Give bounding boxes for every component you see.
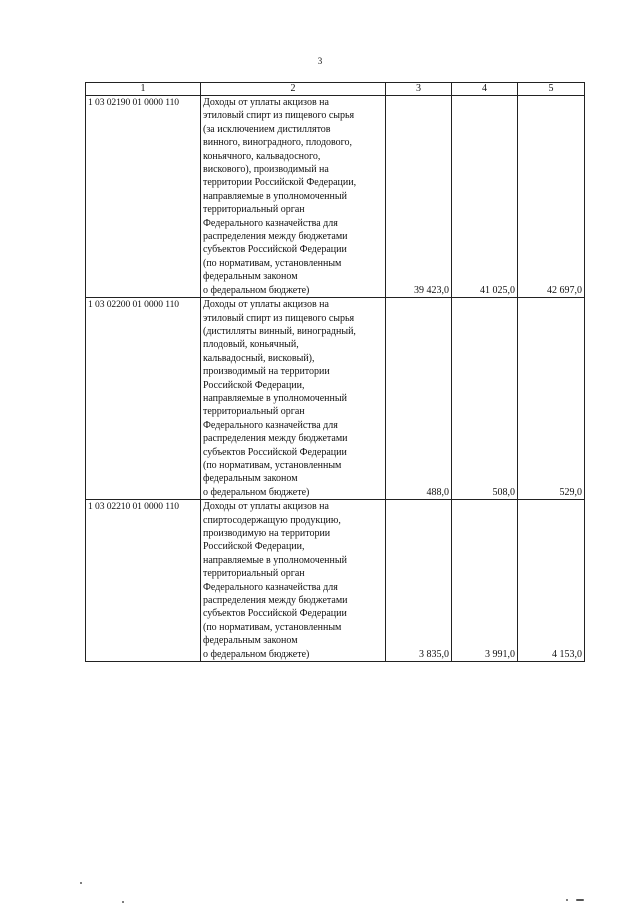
table-row [86,298,585,500]
description-line: территориальный орган [203,406,305,418]
row-value-col3: 39 423,0 [386,96,452,298]
description-line: плодовый, коньячный, [203,339,299,351]
description-line: Доходы от уплаты акцизов на [203,501,329,513]
description-line: винного, виноградного, плодового, [203,137,353,149]
description-line: о федеральном бюджете) [203,648,310,660]
description-line: (за исключением дистиллятов [203,123,331,135]
description-line: распределения между бюджетами [203,433,348,445]
row-description-cell [201,298,386,500]
description-line: Федерального казначейства для [203,581,338,593]
description-line: субъектов Российской Федерации [203,608,347,620]
table-row [86,500,585,662]
column-header-1: 1 [86,83,201,96]
page-number: 3 [317,56,323,66]
row-value-col4: 508,0 [452,298,518,500]
row-value-col3: 3 835,0 [386,500,452,662]
description-line: (по нормативам, установленным [203,621,342,633]
description-line: Доходы от уплаты акцизов на [203,97,329,108]
column-header-4: 4 [452,83,518,96]
description-line: Российской Федерации, [203,541,305,553]
row-value-col5: 42 697,0 [518,96,585,298]
description-line: распределения между бюджетами [203,231,348,243]
description-line: субъектов Российской Федерации [203,244,347,256]
table-header-row [86,83,585,96]
description-line: федеральным законом [203,473,298,485]
description-line: этиловый спирт из пищевого сырья [203,110,355,122]
description-line: федеральным законом [203,271,298,283]
column-header-5: 5 [518,83,585,96]
description-line: субъектов Российской Федерации [203,446,347,458]
description-line: Доходы от уплаты акцизов на [203,299,329,311]
description-line: производимую на территории [203,528,331,539]
description-line: о федеральном бюджете) [203,284,310,296]
column-header-2: 2 [201,83,386,96]
table-body [86,96,585,662]
row-code-cell: 1 03 02200 01 0000 110 [86,298,201,500]
row-value-col4: 41 025,0 [452,96,518,298]
row-code-cell: 1 03 02190 01 0000 110 [86,96,201,298]
description-line: вискового), производимый на [203,164,329,176]
description-line: направляемые в уполномоченный [203,190,347,202]
description-line: коньячного, кальвадосного, [203,150,321,162]
description-line: направляемые в уполномоченный [203,392,347,404]
description-line: Федерального казначейства для [203,217,338,229]
row-value-col3: 488,0 [386,298,452,500]
row-value-col5: 529,0 [518,298,585,500]
description-line: (по нормативам, установленным [203,459,342,471]
budget-revenue-table [85,82,585,662]
scan-speck [566,899,568,901]
description-line: кальвадосный, висковый), [203,352,315,364]
row-code-cell: 1 03 02210 01 0000 110 [86,500,201,662]
description-line: направляемые в уполномоченный [203,554,347,566]
description-line: Российской Федерации, [203,379,305,391]
description-line: (по нормативам, установленным [203,257,342,269]
description-line: Федерального казначейства для [203,419,338,431]
description-line: (дистилляты винный, виноградный, [203,325,356,337]
row-value-col5: 4 153,0 [518,500,585,662]
description-line: этиловый спирт из пищевого сырья [203,312,355,324]
scan-speck [122,901,124,903]
table-row [86,96,585,298]
row-description-cell [201,500,386,662]
row-value-col4: 3 991,0 [452,500,518,662]
column-header-3: 3 [386,83,452,96]
row-description-cell [201,96,386,298]
description-line: территориальный орган [203,568,305,580]
description-line: территории Российской Федерации, [203,177,357,189]
scan-speck [80,882,82,884]
description-line: спиртосодержащую продукцию, [203,514,341,526]
description-line: территориальный орган [203,204,305,216]
description-line: производимый на территории [203,366,330,378]
description-line: о федеральном бюджете) [203,486,310,498]
description-line: федеральным законом [203,635,298,647]
scan-speck [576,899,584,901]
description-line: распределения между бюджетами [203,595,348,607]
